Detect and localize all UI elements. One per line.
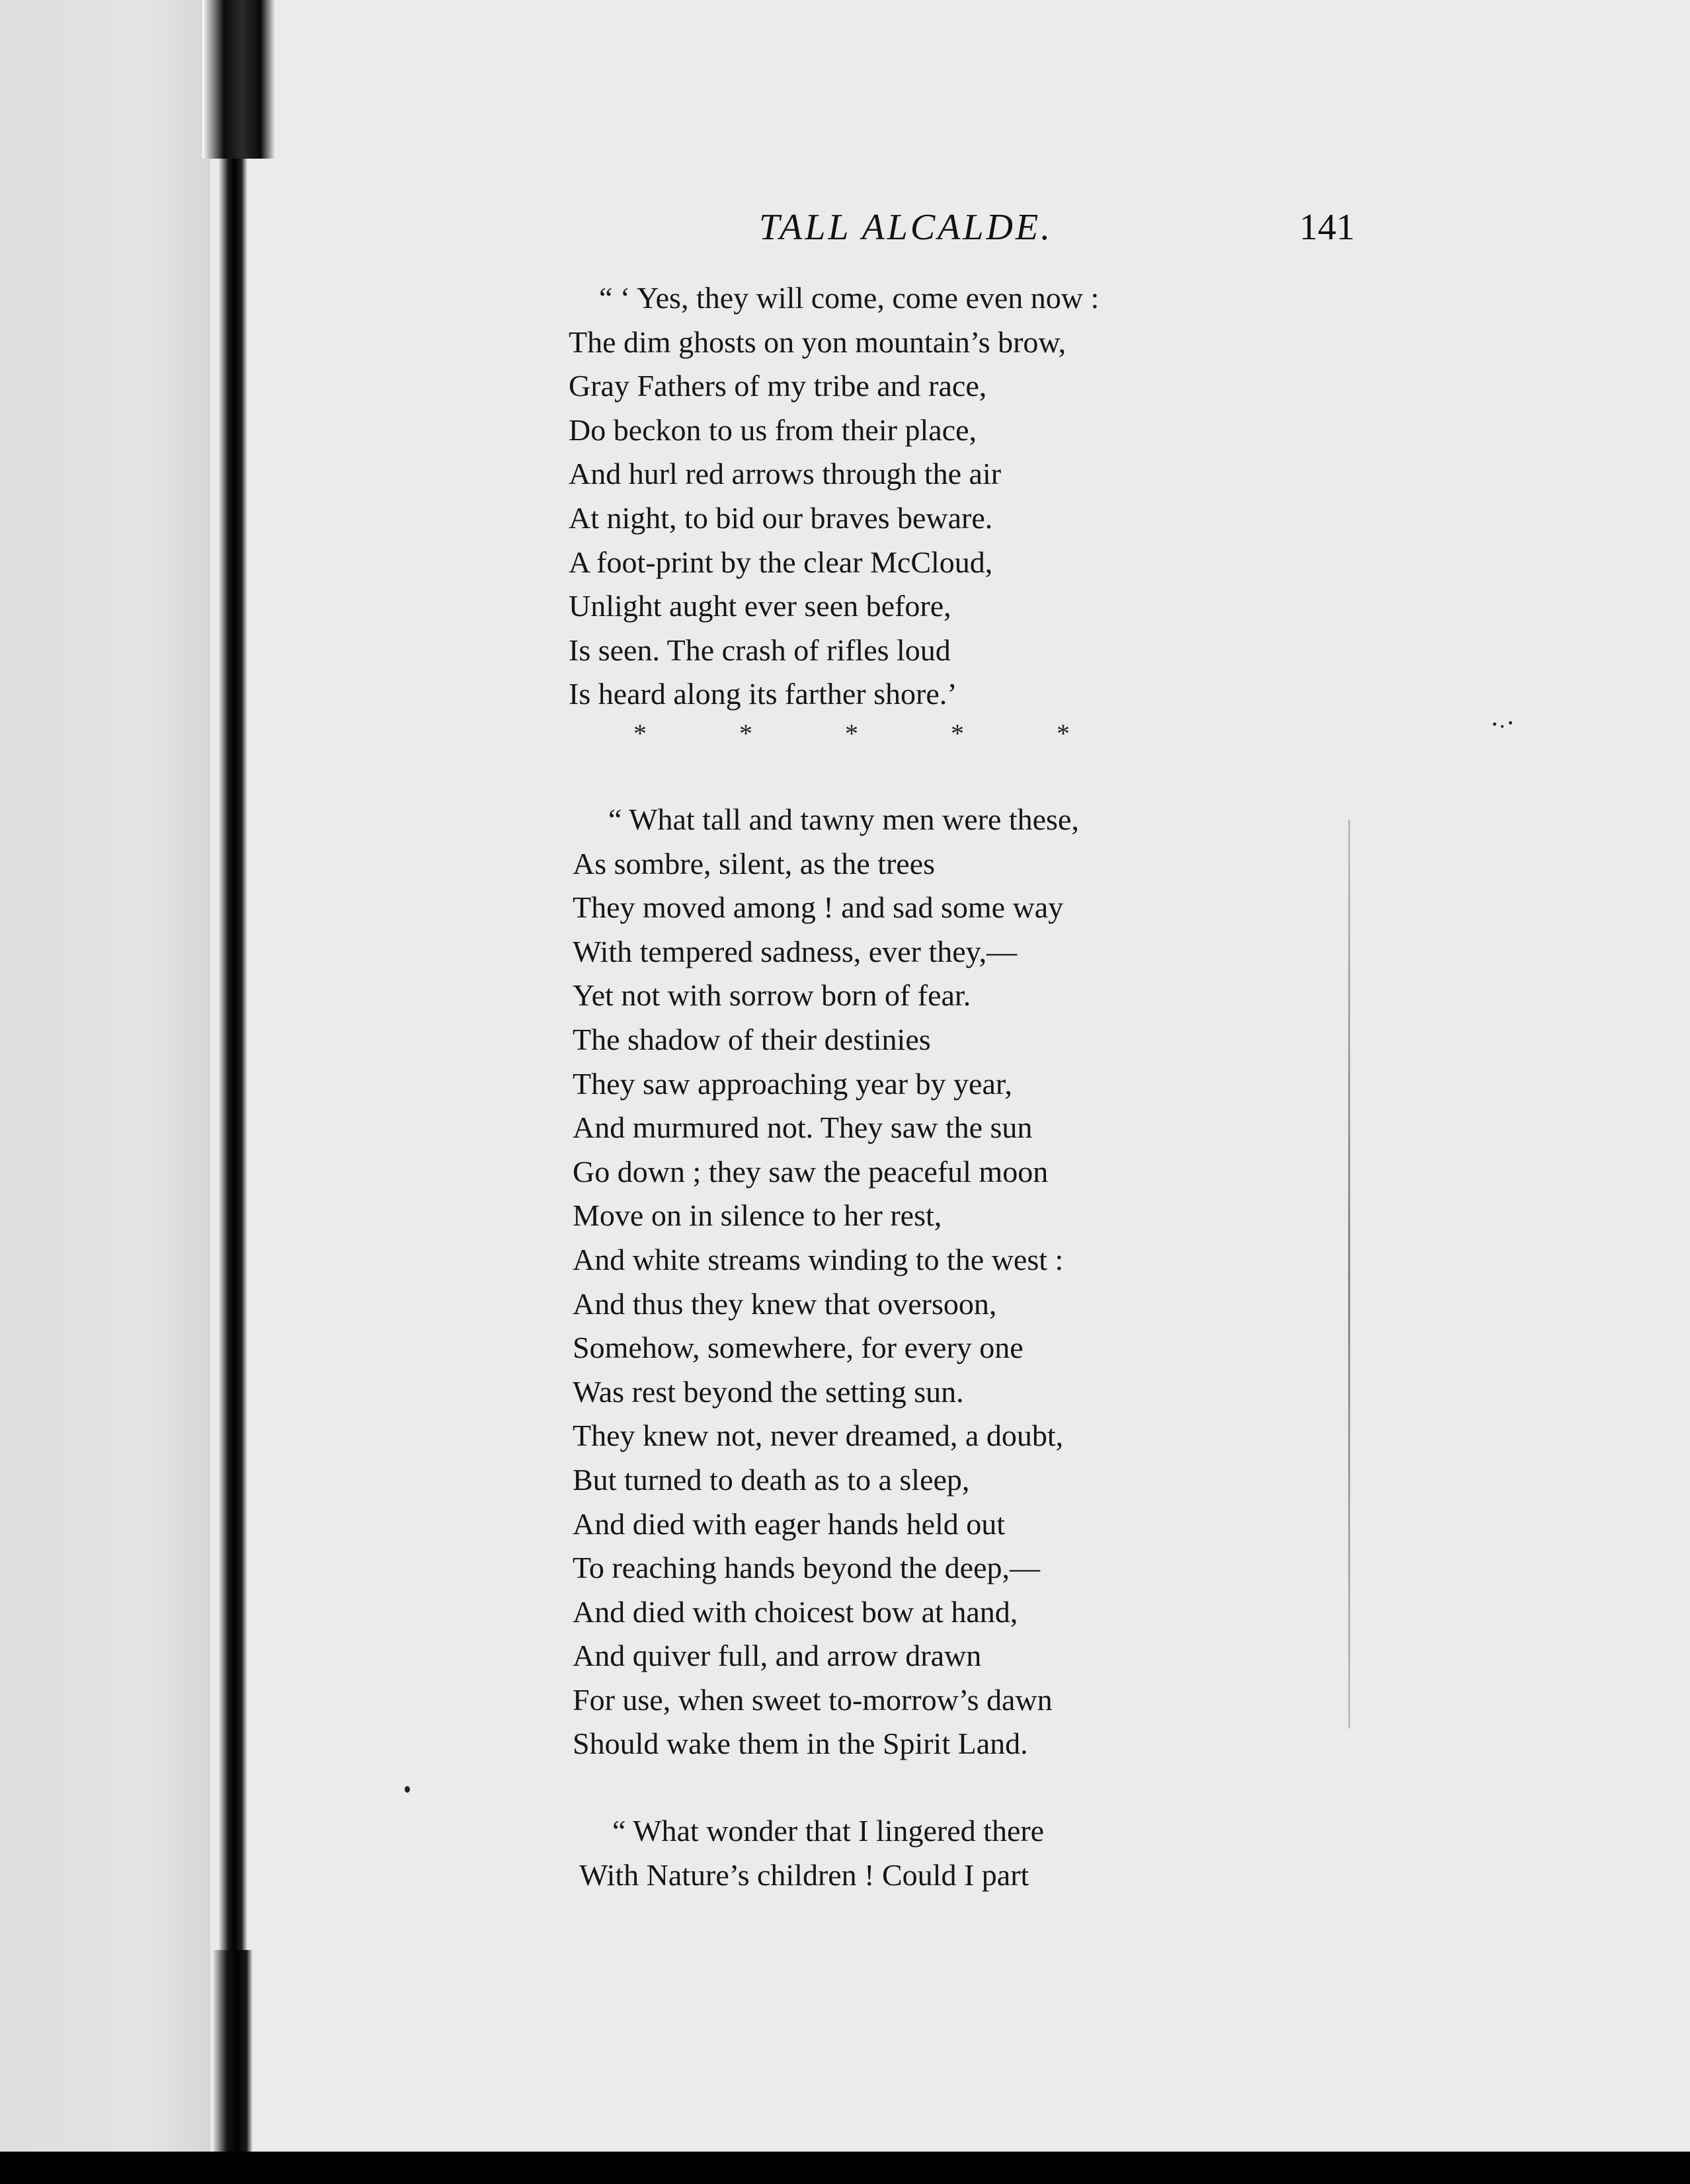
verse-line: And murmured not. They saw the sun bbox=[573, 1111, 1033, 1145]
verse-line: With Nature’s children ! Could I part bbox=[579, 1857, 1029, 1892]
section-break-asterisks bbox=[633, 717, 1070, 750]
verse-line: Should wake them in the Spirit Land. bbox=[573, 1727, 1028, 1761]
asterisk: * bbox=[633, 719, 647, 748]
verse-line: And quiver full, and arrow drawn bbox=[573, 1639, 982, 1673]
verse-line: Move on in silence to her rest, bbox=[573, 1198, 942, 1233]
scan-speck bbox=[1493, 722, 1496, 726]
verse-line: Is seen. The crash of rifles loud bbox=[569, 633, 951, 667]
verse-line: “ ‘ Yes, they will come, come even now : bbox=[599, 281, 1100, 315]
verse-line: Was rest beyond the setting sun. bbox=[573, 1374, 964, 1409]
page-number: 141 bbox=[1299, 207, 1355, 248]
verse-line: But turned to death as to a sleep, bbox=[573, 1462, 970, 1497]
running-head: TALL ALCALDE. bbox=[759, 207, 1053, 248]
asterisk: * bbox=[739, 719, 752, 748]
verse-line: They moved among ! and sad some way bbox=[573, 890, 1064, 925]
binding-shadow-bottom bbox=[213, 1950, 253, 2152]
verse-line: Yet not with sorrow born of fear. bbox=[573, 978, 971, 1013]
verse-line: With tempered sadness, ever they,— bbox=[573, 934, 1018, 968]
verse-line: Gray Fathers of my tribe and race, bbox=[569, 369, 987, 403]
stanza-1 bbox=[569, 276, 1099, 717]
binding-shadow-top bbox=[202, 0, 275, 159]
asterisk: * bbox=[951, 719, 964, 748]
verse-line: They saw approaching year by year, bbox=[573, 1066, 1012, 1101]
verse-line: Is heard along its farther shore.’ bbox=[569, 677, 957, 711]
verse-line: The dim ghosts on yon mountain’s brow, bbox=[569, 325, 1066, 359]
verse-line: Somehow, somewhere, for every one bbox=[573, 1331, 1024, 1365]
verse-line: “ What wonder that I lingered there bbox=[612, 1814, 1045, 1848]
verse-line: They knew not, never dreamed, a doubt, bbox=[573, 1419, 1064, 1453]
verse-line: For use, when sweet to-morrow’s dawn bbox=[573, 1682, 1053, 1717]
verse-line: And died with eager hands held out bbox=[573, 1506, 1006, 1541]
asterisk: * bbox=[845, 719, 858, 748]
left-page-edge bbox=[0, 0, 210, 2152]
stanza-3 bbox=[579, 1809, 1044, 1897]
margin-show-through-rule bbox=[1348, 820, 1350, 1729]
scan-speck bbox=[1501, 725, 1504, 728]
verse-line: A foot-print by the clear McCloud, bbox=[569, 545, 993, 579]
verse-line: And white streams winding to the west : bbox=[573, 1242, 1064, 1276]
verse-line: “ What tall and tawny men were these, bbox=[608, 802, 1079, 836]
verse-line: As sombre, silent, as the trees bbox=[573, 846, 936, 880]
scan-speck bbox=[1509, 721, 1512, 724]
scan-speck bbox=[405, 1786, 410, 1793]
book-binding-gutter bbox=[218, 0, 247, 2152]
verse-line: And died with choicest bow at hand, bbox=[573, 1594, 1018, 1629]
asterisk: * bbox=[1057, 719, 1070, 748]
verse-line: Unlight aught ever seen before, bbox=[569, 589, 951, 623]
verse-line: Go down ; they saw the peaceful moon bbox=[573, 1154, 1049, 1189]
verse-line: The shadow of their destinies bbox=[573, 1022, 931, 1056]
verse-line: At night, to bid our braves beware. bbox=[569, 500, 993, 535]
verse-line: Do beckon to us from their place, bbox=[569, 412, 977, 447]
verse-line: And thus they knew that oversoon, bbox=[573, 1286, 997, 1321]
scan-bottom-border bbox=[0, 2152, 1690, 2184]
verse-line: And hurl red arrows through the air bbox=[569, 457, 1002, 491]
verse-line: To reaching hands beyond the deep,— bbox=[573, 1551, 1041, 1585]
stanza-2 bbox=[573, 798, 1079, 1766]
